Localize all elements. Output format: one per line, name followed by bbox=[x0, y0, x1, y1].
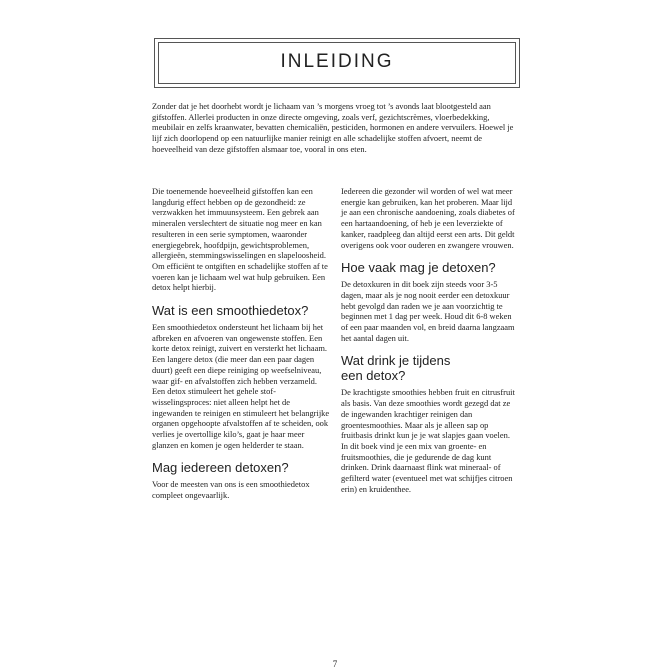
right-column bbox=[341, 186, 519, 494]
left-column bbox=[152, 186, 330, 501]
right-paragraph-3: De krachtigste smoothies hebben fruit en citrusfruit als basis. Van deze smoothies wordt gezegd dat ze de ingewanden krachtiger reinigen dan groentesmoothies. Maar als je alleen sap op fruitbasis drinkt kun je je wat slapjes gaan voelen. In dit boek vind je een mix van groente- en fruitsmoothies, die je gedurende de dag kunt drinken. Drink daarnaast flink wat mineraal- of gefilterd water (eventueel met wat schijfjes citroen erin) en kruidenthee. bbox=[341, 387, 515, 494]
right-paragraph-2: De detoxkuren in dit boek zijn steeds voor 3-5 dagen, maar als je nog nooit eerder een detoxkuur hebt gevolgd dan raden we je aan voorzichtig te beginnen met 1 dag per week. Houd dit 6-8 weken of een paar maanden vol, en breid daarna langzaam het aantal dagen uit. bbox=[341, 279, 515, 343]
heading-what-to-drink-line2: een detox? bbox=[341, 368, 406, 384]
heading-what-to-drink-line1: Wat drink je tijdens bbox=[341, 353, 451, 369]
left-paragraph-1: Die toenemende hoeveelheid gifstoffen kan een langdurig effect hebben op de gezondheid: ze verzwakken het immuunsysteem. Een gebrek aan mineralen verslechtert de situatie nog meer en kan resulteren in een serie symptomen, waaronder energiegebrek, hoofdpijn, gewichtsproblemen, allergieën, stemmingswisselingen en slapeloosheid. Om efficiënt te ontgiften en schadelijke stoffen af te voeren kan je lichaam wel wat hulp gebruiken. Een detox helpt hierbij. bbox=[152, 186, 328, 293]
left-paragraph-4: Voor de meesten van ons is een smoothiedetox compleet ongevaarlijk. bbox=[152, 479, 310, 501]
heading-what-is-smoothiedetox: Wat is een smoothiedetox? bbox=[152, 303, 309, 319]
intro-paragraph: Zonder dat je het doorhebt wordt je lichaam van ’s morgens vroeg tot ’s avonds laat blootgesteld aan gifstoffen. Allerlei producten in onze directe omgeving, zoals verf, gezichtscrèmes, vloerbedekking, meubilair en zelfs kraanwater, bevatten chemicaliën, pesticiden, hormonen en andere vervuilers. Hoewel je lijf zich doorlopend op een natuurlijke manier reinigt en alle schadelijke stoffen afvoert, neemt de hoeveelheid van deze gifstoffen alsmaar toe, vooral in ons eten. bbox=[152, 101, 514, 154]
right-paragraph-1: Iedereen die gezonder wil worden of wel wat meer energie kan gebruiken, kan het proberen. Maar lijd je aan een chronische aandoening, zoals diabetes of een hartaandoening, of heb je een leverziekte of kanker, raadpleeg dan altijd eerst een arts. Dit geldt overigens ook voor ouderen en zwangere vrouwen. bbox=[341, 186, 515, 250]
page-title: INLEIDING bbox=[280, 51, 394, 72]
left-paragraph-2: Een smoothiedetox ondersteunt het lichaam bij het afbreken en afvoeren van ongewenste stoffen. Een korte detox reinigt, zuivert en versterkt het lichaam. Een langere detox (die meer dan een paar dagen duurt) geeft een diepe reiniging op weefselniveau, waar gif- en afvalstoffen zich hebben verzameld. bbox=[152, 322, 328, 386]
heading-what-to-drink bbox=[341, 353, 519, 383]
page-number: 7 bbox=[332, 659, 338, 669]
heading-how-often-detox: Hoe vaak mag je detoxen? bbox=[341, 260, 496, 276]
left-paragraph-3: Een detox stimuleert het gehele stofwisselingsproces: niet alleen helpt het de ingewanden te reinigen en stimuleert het belangrijke organen opgehoopte afvalstoffen af te scheiden, ook verlies je overtollige kilo’s, gaat je haar meer glanzen en komen je ogen helderder te staan. bbox=[152, 386, 330, 450]
heading-may-everyone-detox: Mag iedereen detoxen? bbox=[152, 460, 289, 476]
title-frame bbox=[154, 38, 520, 88]
